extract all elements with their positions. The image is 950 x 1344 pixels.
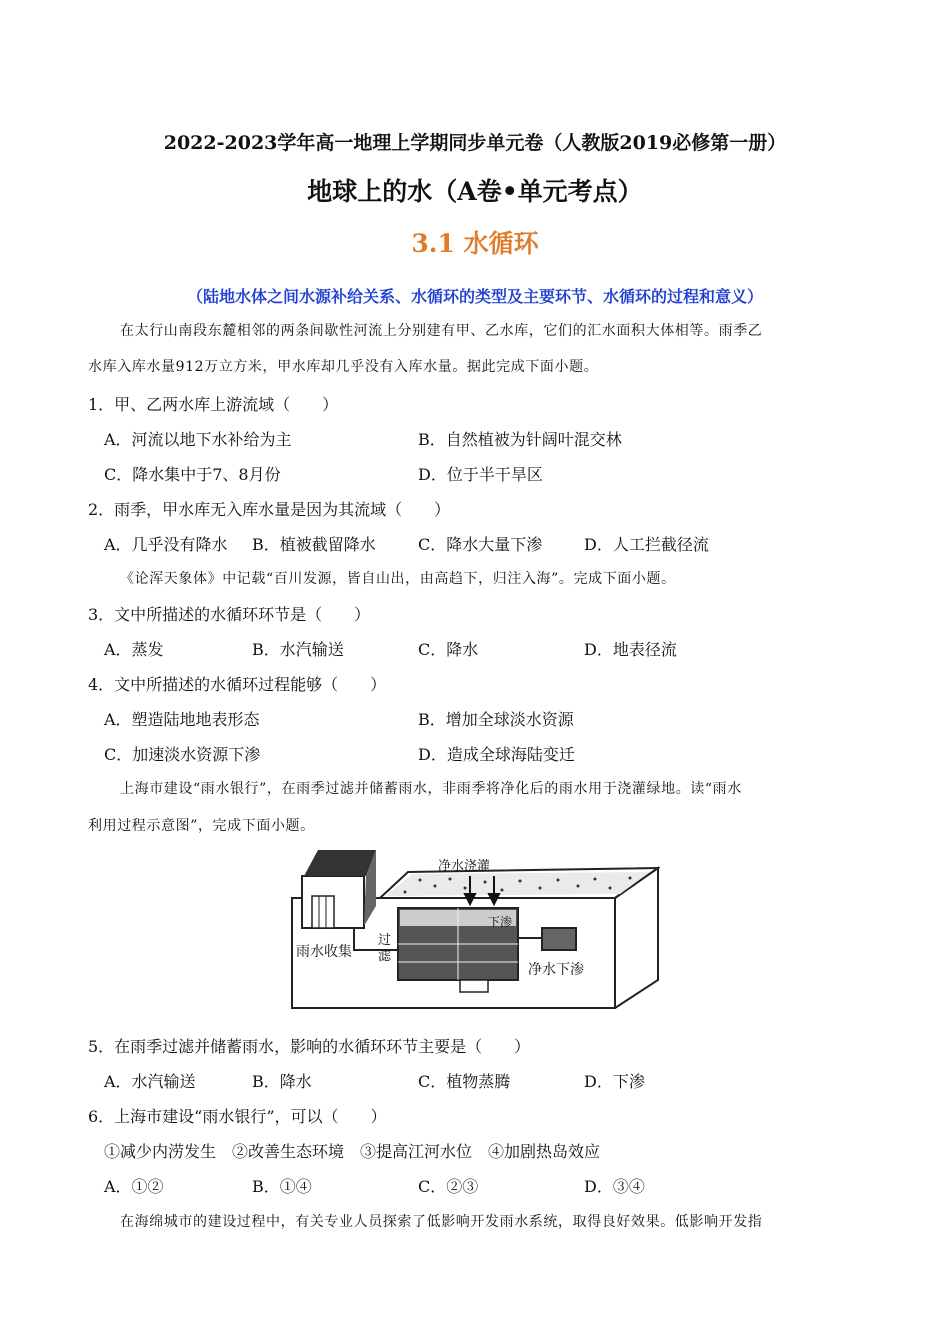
q1-option-d: D．位于半干旱区: [418, 465, 543, 484]
label-infiltrate-small: 下渗: [488, 915, 513, 929]
q4-option-a: A．塑造陆地地表形态: [104, 710, 260, 729]
q1-option-c: C．降水集中于7、8月份: [104, 465, 281, 484]
document-title: 2022-2023学年高一地理上学期同步单元卷（人教版2019必修第一册）: [163, 132, 787, 154]
q2-option-a: A．几乎没有降水: [104, 535, 228, 554]
q4-option-d: D．造成全球海陆变迁: [418, 745, 575, 764]
q1-option-b: B．自然植被为针阔叶混交林: [418, 430, 622, 449]
q3-stem: 3．文中所描述的水循环环节是（ ）: [88, 605, 371, 624]
q5-option-c: C．植物蒸腾: [418, 1072, 511, 1091]
label-irrigation: 净水浇灌: [438, 859, 491, 874]
q4-option-c: C．加速淡水资源下渗: [104, 745, 261, 764]
q3-option-d: D．地表径流: [584, 640, 677, 659]
seepage-box: [542, 928, 576, 950]
q3-option-a: A．蒸发: [104, 640, 164, 659]
q5-option-d: D．下渗: [584, 1072, 645, 1091]
label-filter-2: 滤: [378, 949, 392, 964]
rainwater-diagram: [290, 846, 660, 1012]
q1-stem: 1．甲、乙两水库上游流域（ ）: [88, 395, 339, 414]
q5-stem: 5．在雨季过滤并储蓄雨水，影响的水循环环节主要是（ ）: [88, 1037, 531, 1056]
q4-stem: 4．文中所描述的水循环过程能够（ ）: [88, 675, 387, 694]
q6-option-c: C．②③: [418, 1177, 479, 1196]
q2-stem: 2．雨季，甲水库无入库水量是因为其流域（ ）: [88, 500, 451, 519]
section-title: 3.1 水循环: [411, 229, 539, 258]
q6-option-a: A．①②: [104, 1177, 164, 1196]
house-icon: [302, 850, 376, 928]
passage-3-line-1: 上海市建设“雨水银行”，在雨季过滤并储蓄雨水，非雨季将净化后的雨水用于浇灌绿地。读“雨水: [120, 781, 742, 797]
q6-items: ①减少内涝发生 ②改善生态环境 ③提高江河水位 ④加剧热岛效应: [104, 1142, 601, 1161]
rain-dots: [386, 872, 650, 896]
q2-option-b: B．植被截留降水: [252, 535, 376, 554]
passage-4-line-1: 在海绵城市的建设过程中，有关专业人员探索了低影响开发雨水系统，取得良好效果。低影响开发指: [120, 1214, 763, 1230]
q2-option-d: D．人工拦截径流: [584, 535, 709, 554]
collection-pipe: [354, 928, 398, 950]
passage-3-line-2: 利用过程示意图”，完成下面小题。: [88, 818, 315, 834]
q3-option-b: B．水汽输送: [252, 640, 344, 659]
topic-line: （陆地水体之间水源补给关系、水循环的类型及主要环节、水循环的过程和意义）: [186, 287, 763, 306]
q3-option-c: C．降水: [418, 640, 479, 659]
passage-1-line-2: 水库入库水量912万立方米，甲水库却几乎没有入库水量。据此完成下面小题。: [88, 359, 599, 375]
q6-option-d: D．③④: [584, 1177, 645, 1196]
label-filter-1: 过: [378, 933, 392, 948]
q5-option-b: B．降水: [252, 1072, 312, 1091]
passage-1-line-1: 在太行山南段东麓相邻的两条间歇性河流上分别建有甲、乙水库，它们的汇水面积大体相等。雨季乙: [120, 323, 763, 339]
q1-option-a: A．河流以地下水补给为主: [104, 430, 292, 449]
q6-stem: 6．上海市建设“雨水银行”，可以（ ）: [88, 1107, 387, 1126]
q2-option-c: C．降水大量下渗: [418, 535, 543, 554]
q6-option-b: B．①④: [252, 1177, 312, 1196]
label-collect: 雨水收集: [296, 944, 352, 960]
label-infiltrate: 净水下渗: [528, 962, 584, 978]
q5-option-a: A．水汽输送: [104, 1072, 196, 1091]
q4-option-b: B．增加全球淡水资源: [418, 710, 574, 729]
unit-title: 地球上的水（A卷•单元考点）: [307, 177, 643, 206]
passage-2: 《论浑天象体》中记载“百川发源，皆自山出，由高趋下，归注入海”。完成下面小题。: [120, 571, 676, 587]
